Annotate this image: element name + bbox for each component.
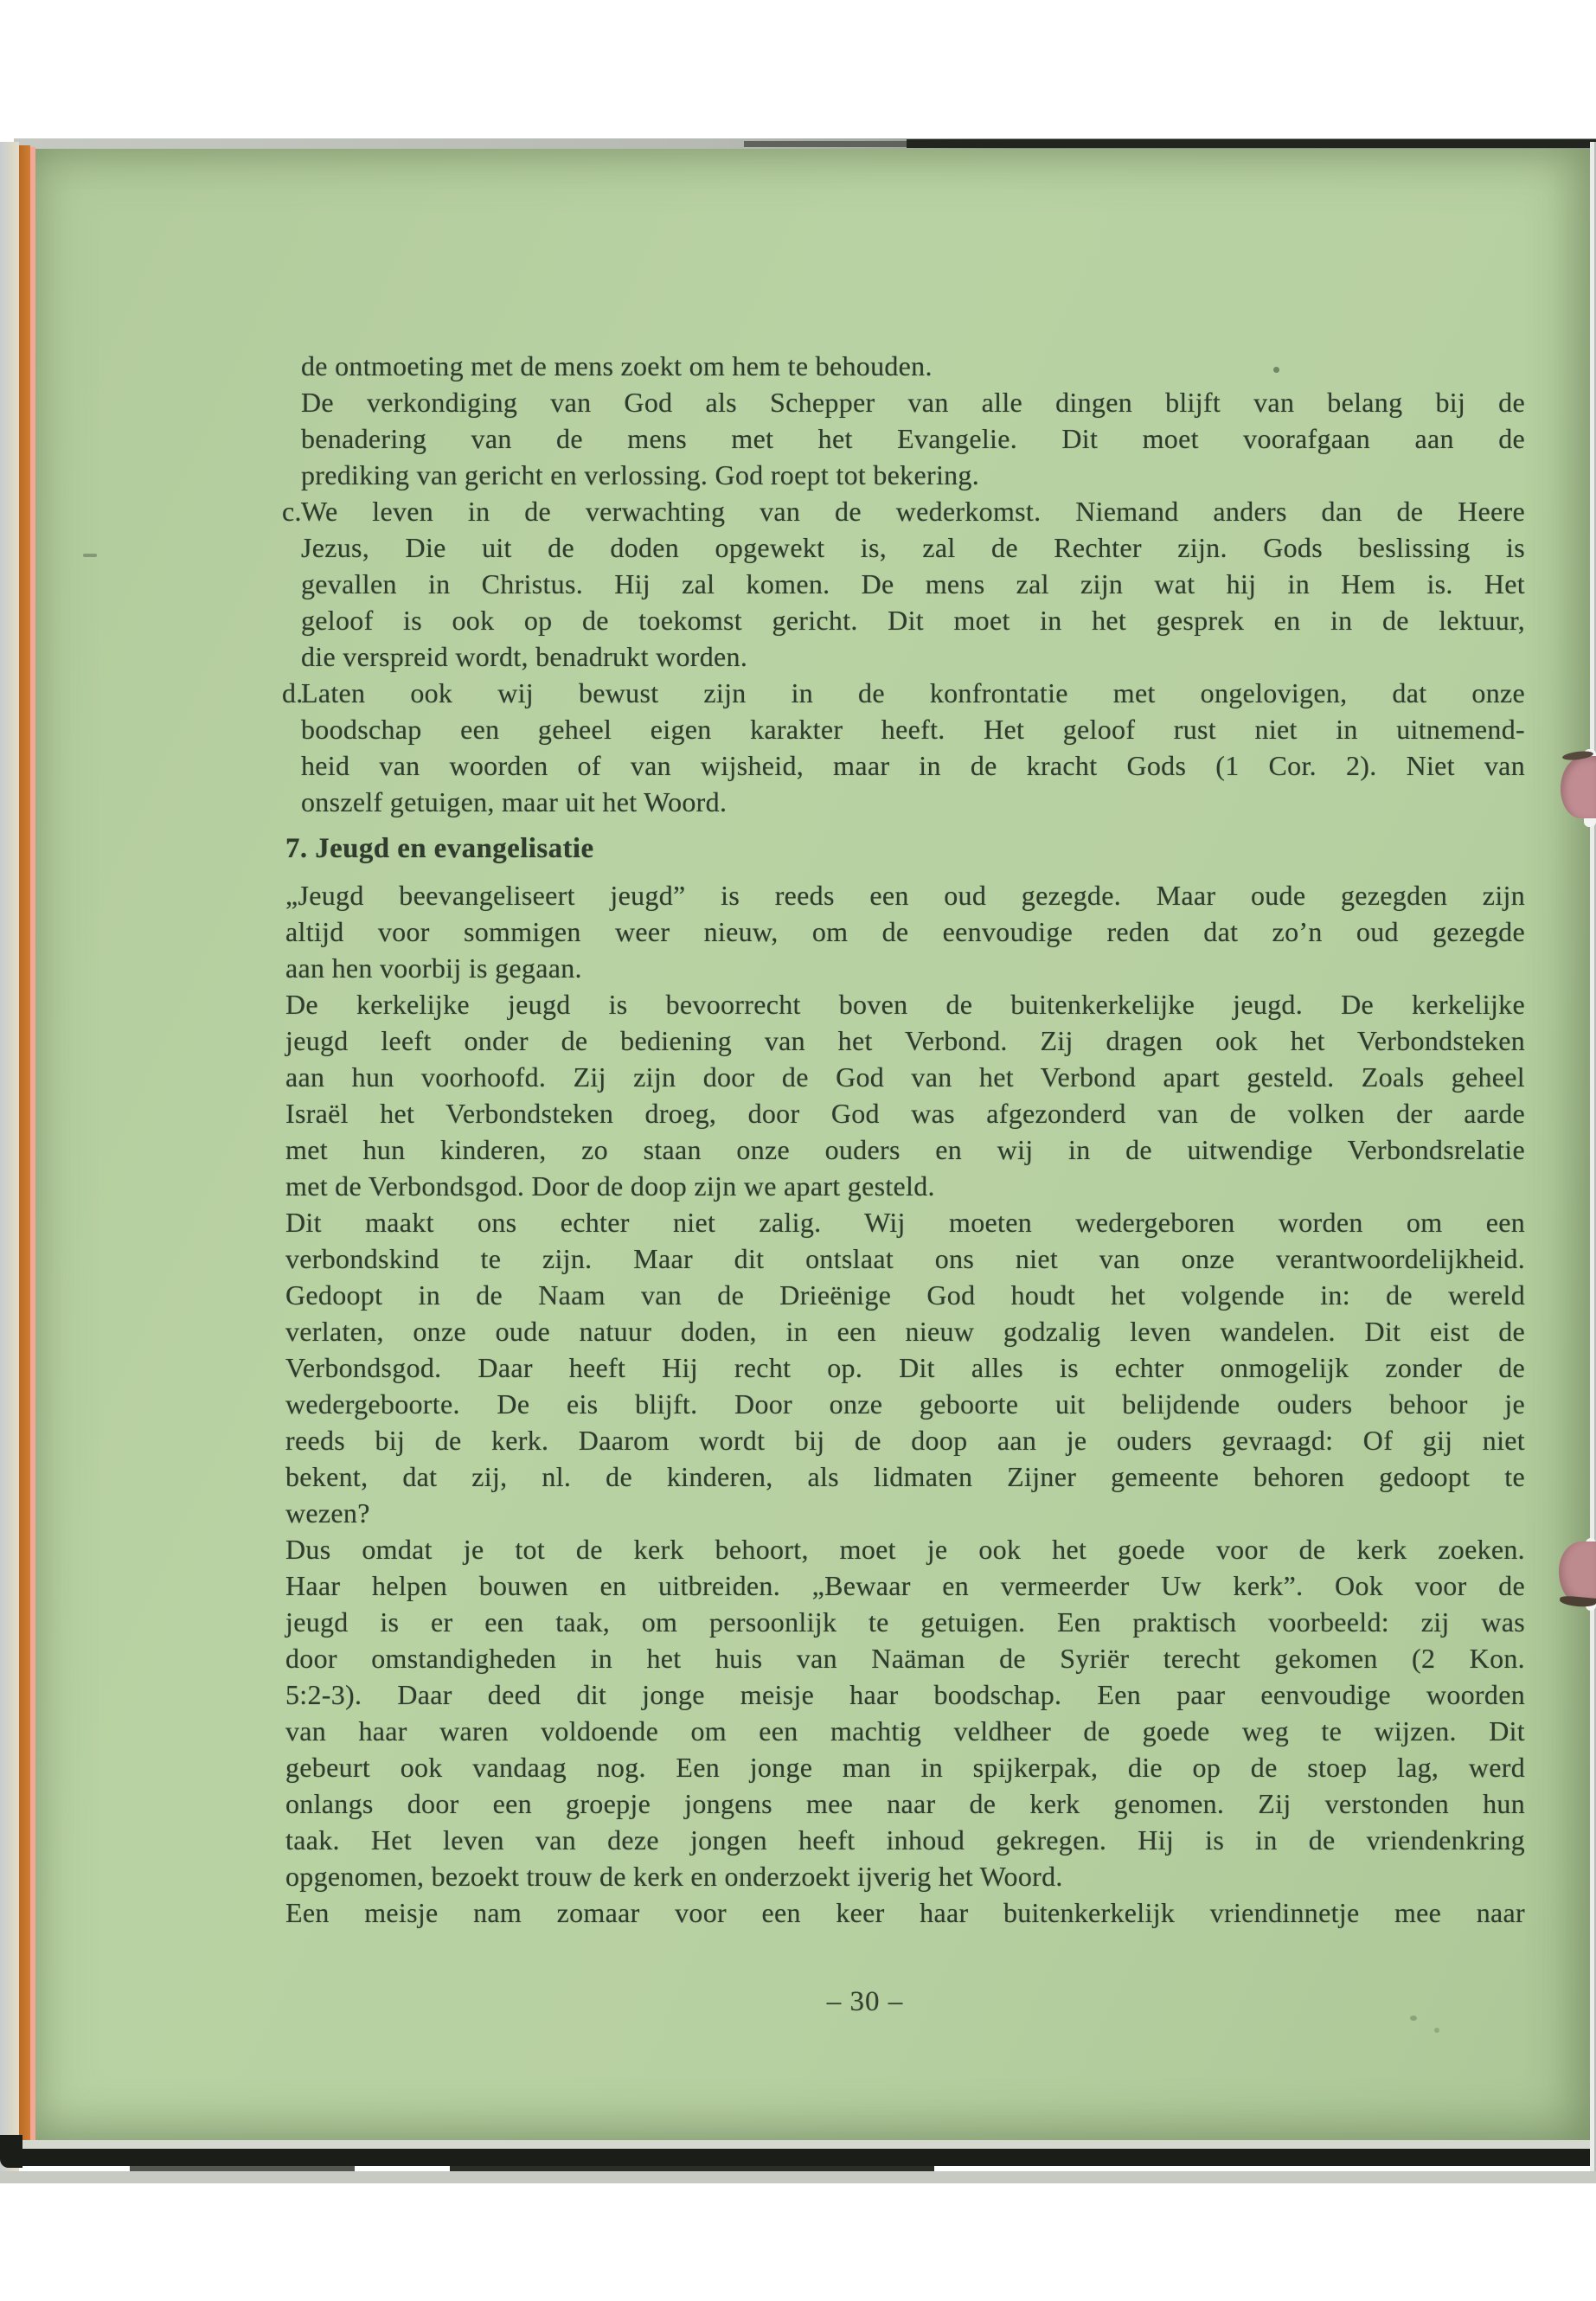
text-line: 5:2-3). Daar deed dit jonge meisje haar boodschap. Een paar eenvoudige woorden: [285, 1679, 1525, 1710]
text-line: van haar waren voldoende om een machtig veldheer de goede weg te wijzen. Dit: [285, 1715, 1525, 1747]
text-line: jeugd is er een taak, om persoonlijk te getuigen. Een praktisch voorbeeld: zij was: [285, 1606, 1525, 1638]
text-line: Een meisje nam zomaar voor een keer haar buitenkerkelijk vriendinnetje mee naar: [285, 1897, 1525, 1928]
text-line: bekent, dat zij, nl. de kinderen, als lidmaten Zijner gemeente behoren gedoopt te: [285, 1461, 1525, 1492]
text-line: aan hun voorhoofd. Zij zijn door de God van het Verbond apart gesteld. Zoals geheel: [285, 1061, 1525, 1093]
list-item: [282, 675, 1525, 820]
thumb-mark-bottom: [1559, 1541, 1596, 1604]
text-line: met hun kinderen, zo staan onze ouders en wij in de uitwendige Verbondsrelatie: [285, 1134, 1525, 1165]
text-line: jeugd leeft onder de bediening van het Verbond. Zij dragen ook het Verbondsteken: [285, 1025, 1525, 1056]
ink-speck: [1273, 367, 1279, 373]
text-line: verbondskind te zijn. Maar dit ontslaat ons niet van onze verantwoordelijkheid.: [285, 1243, 1525, 1274]
text-line: aan hen voorbij is gegaan.: [285, 952, 582, 984]
text-line: Dus omdat je tot de kerk behoort, moet je ook het goede voor de kerk zoeken.: [285, 1534, 1525, 1565]
book-edge-orange-stripe: [19, 145, 30, 2161]
text-line: de ontmoeting met de mens zoekt om hem te behouden.: [301, 350, 933, 381]
text-line: wezen?: [285, 1497, 370, 1529]
book-left-page-stack: [0, 142, 19, 2171]
text-line: onlangs door een groepje jongens mee naar de kerk genomen. Zij verstonden hun: [285, 1788, 1525, 1819]
page-number: – 30 –: [826, 1986, 904, 2017]
page-bottom-pale-edge: [17, 2140, 1590, 2149]
text-line: altijd voor sommigen weer nieuw, om de eenvoudige reden dat zo’n oud gezegde: [285, 916, 1525, 947]
text-line: Laten ook wij bewust zijn in de konfrontatie met ongelovigen, dat onze: [301, 677, 1525, 708]
text-line: heid van woorden of van wijsheid, maar in de kracht Gods (1 Cor. 2). Niet van: [301, 750, 1525, 781]
text-line: reeds bij de kerk. Daarom wordt bij de doop aan je ouders gevraagd: Of gij niet: [285, 1425, 1525, 1456]
text-line: prediking van gericht en verlossing. God roept tot bekering.: [301, 459, 980, 490]
ink-speck: [1434, 2028, 1439, 2033]
paragraph: [285, 877, 1525, 986]
list-continuation: [285, 384, 1525, 493]
page-top-edge-dark-line: [907, 139, 1596, 148]
text-column: [282, 348, 1525, 1931]
text-line: onszelf getuigen, maar uit het Woord.: [301, 786, 727, 817]
text-line: verlaten, onze oude natuur doden, in een nieuw godzalig leven wandelen. Dit eist de: [285, 1316, 1525, 1347]
paragraph: [285, 1894, 1525, 1931]
text-line: Verbondsgod. Daar heeft Hij recht op. Dit alles is echter onmogelijk zonder de: [285, 1352, 1525, 1383]
paragraph: [285, 986, 1525, 1204]
page-top-edge-mid-line: [744, 141, 913, 147]
ink-speck: [83, 554, 97, 557]
text-line: met de Verbondsgod. Door de doop zijn we apart gesteld.: [285, 1170, 935, 1202]
heading-number: 7.: [285, 833, 316, 864]
heading-title: Jeugd en evangelisatie: [315, 833, 594, 864]
list-item: [282, 493, 1525, 675]
text-line: De kerkelijke jeugd is bevoorrecht boven de buitenkerkelijke jeugd. De kerkelijke: [285, 989, 1525, 1020]
page-corner-shadow: [0, 2135, 22, 2168]
text-line: taak. Het leven van deze jongen heeft inhoud gekregen. Hij is in de vriendenkring: [285, 1824, 1525, 1856]
list-marker: d.: [282, 677, 304, 708]
text-line: door omstandigheden in het huis van Naäman de Syriër terecht gekomen (2 Kon.: [285, 1643, 1525, 1674]
text-line: We leven in de verwachting van de wederkomst. Niemand anders dan de Heere: [301, 496, 1525, 527]
text-line: Dit maakt ons echter niet zalig. Wij moeten wedergeboren worden om een: [285, 1207, 1525, 1238]
text-line: Gedoopt in de Naam van de Drieënige God houdt het volgende in: de wereld: [285, 1279, 1525, 1311]
list-marker: c.: [282, 496, 302, 527]
page-bottom-shadow: [0, 2171, 1596, 2183]
text-line: Israël het Verbondsteken droeg, door God was afgezonderd van de volken der aarde: [285, 1098, 1525, 1129]
text-line: Jezus, Die uit de doden opgewekt is, zal de Rechter zijn. Gods beslissing is: [301, 532, 1525, 563]
text-line: benadering van de mens met het Evangelie. Dit moet voorafgaan aan de: [301, 423, 1525, 454]
page-bottom-black-edge: [10, 2149, 1596, 2166]
text-line: Haar helpen bouwen en uitbreiden. „Bewaar en vermeerder Uw kerk”. Ook voor de: [285, 1570, 1525, 1601]
text-line: geloof is ook op de toekomst gericht. Dit moet in het gesprek en in de lektuur,: [301, 605, 1525, 636]
list-continuation: [285, 348, 1525, 384]
text-line: „Jeugd beevangeliseert jeugd” is reeds een oud gezegde. Maar oude gezegden zijn: [285, 880, 1525, 911]
text-line: opgenomen, bezoekt trouw de kerk en onderzoekt ijverig het Woord.: [285, 1861, 1063, 1892]
text-line: gebeurt ook vandaag nog. Een jonge man in spijkerpak, die op de stoep lag, werd: [285, 1752, 1525, 1783]
text-line: gevallen in Christus. Hij zal komen. De mens zal zijn wat hij in Hem is. Het: [301, 568, 1525, 599]
text-line: wedergeboorte. De eis blijft. Door onze geboorte uit belijdende ouders behoor je: [285, 1388, 1525, 1420]
paragraph: [285, 1204, 1525, 1531]
text-line: boodschap een geheel eigen karakter heeft. Het geloof rust niet in uitnemend-: [301, 714, 1525, 745]
paragraph: [285, 1531, 1525, 1894]
ink-speck: [1410, 2016, 1417, 2021]
section-heading: [285, 830, 1525, 867]
text-line: die verspreid wordt, benadrukt worden.: [301, 641, 748, 672]
text-line: De verkondiging van God als Schepper van alle dingen blijft van belang bij de: [301, 387, 1525, 418]
